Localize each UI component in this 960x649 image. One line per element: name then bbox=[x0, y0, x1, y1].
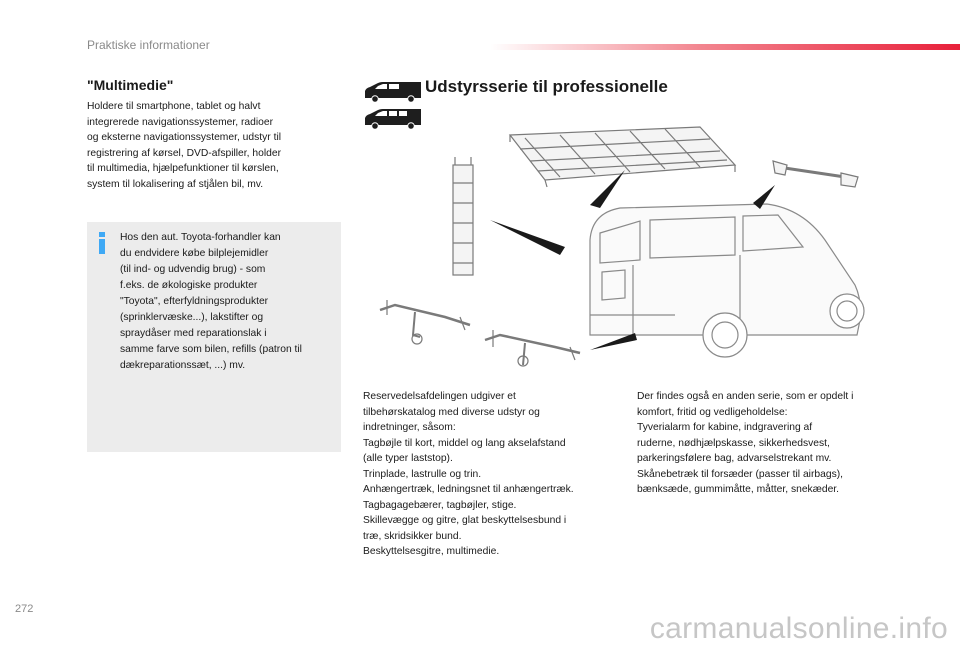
text-line: træ, skridsikker bund. bbox=[363, 530, 462, 542]
text-line: system til lokalisering af stjålen bil, mv. bbox=[87, 178, 264, 190]
van-image bbox=[590, 204, 864, 357]
text-line: Holdere til smartphone, tablet og halvt bbox=[87, 101, 261, 112]
text-line: parkeringsfølere bag, advarselstrekant mv. bbox=[637, 453, 832, 464]
text-line: spraydåser med reparationslak i bbox=[120, 328, 267, 339]
text-line: f.eks. de økologiske produkter bbox=[120, 280, 258, 291]
professional-title: Udstyrsserie til professionelle bbox=[425, 77, 668, 96]
text-line: tilbehørskatalog med diverse udstyr og bbox=[363, 406, 540, 418]
accessories-illustration bbox=[375, 125, 875, 370]
watermark: carmanualsonline.info bbox=[649, 612, 948, 645]
roof-rack-image bbox=[510, 127, 735, 187]
multimedia-title: "Multimedie" bbox=[87, 77, 174, 93]
text-line: (sprinklervæske...), lakstifter og bbox=[120, 312, 264, 323]
roof-bar-image bbox=[773, 161, 858, 187]
header-accent-rule bbox=[490, 44, 960, 50]
professional-right-column bbox=[637, 389, 907, 498]
text-line: Reservedelsafdelingen udgiver et bbox=[363, 391, 516, 402]
text-line: Tagbagagebærer, tagbøjler, stige. bbox=[363, 499, 517, 511]
text-line: Hos den aut. Toyota-forhandler kan bbox=[120, 232, 281, 243]
text-line: Skånebetræk til forsæder (passer til airbags), bbox=[637, 468, 844, 480]
text-line: Beskyttelsesgitre, multimedie. bbox=[363, 546, 500, 557]
info-box bbox=[87, 222, 341, 452]
text-line: bænksæde, gummimåtte, måtter, snekæder. bbox=[637, 484, 840, 495]
professional-left-column bbox=[363, 389, 618, 560]
multimedia-body bbox=[87, 99, 337, 192]
van-icon bbox=[363, 80, 423, 104]
text-line: ruderne, nødhjælpskasse, sikkerhedsvest, bbox=[637, 437, 830, 449]
text-line: Tagbøjle til kort, middel og lang akselafstand bbox=[363, 437, 566, 449]
ladder-image bbox=[453, 157, 473, 275]
text-line: du endvidere købe bilplejemidler bbox=[120, 248, 269, 259]
info-icon bbox=[97, 232, 107, 254]
tow-bar-image bbox=[380, 300, 580, 366]
text-line: dækreparationssæt, ...) mv. bbox=[120, 360, 246, 371]
text-line: Tyverialarm for kabine, indgravering af bbox=[637, 422, 813, 433]
text-line: Anhængertræk, ledningsnet til anhængertræk. bbox=[363, 484, 574, 495]
page-number: 272 bbox=[15, 603, 34, 615]
text-line: integrerede navigationssystemer, radioer bbox=[87, 116, 274, 128]
info-text bbox=[120, 230, 340, 374]
text-line: (alle typer laststop). bbox=[363, 453, 453, 464]
text-line: samme farve som bilen, refills (patron til bbox=[120, 344, 302, 355]
text-line: Skillevægge og gitre, glat beskyttelsesbund i bbox=[363, 515, 567, 526]
text-line: indretninger, såsom: bbox=[363, 422, 456, 433]
text-line: (til ind- og udvendig brug) - som bbox=[120, 264, 266, 275]
text-line: Trinplade, lastrulle og trin. bbox=[363, 468, 482, 480]
text-line: Der findes også en anden serie, som er opdelt i bbox=[637, 391, 854, 402]
text-line: til multimedia, hjælpefunktioner til kørslen, bbox=[87, 163, 279, 174]
text-line: registrering af kørsel, DVD-afspiller, holder bbox=[87, 147, 281, 159]
section-header-label: Praktiske informationer bbox=[87, 38, 210, 52]
text-line: "Toyota", efterfyldningsprodukter bbox=[120, 296, 269, 307]
text-line: og eksterne navigationssystemer, udstyr til bbox=[87, 132, 282, 143]
text-line: komfort, fritid og vedligeholdelse: bbox=[637, 406, 788, 418]
